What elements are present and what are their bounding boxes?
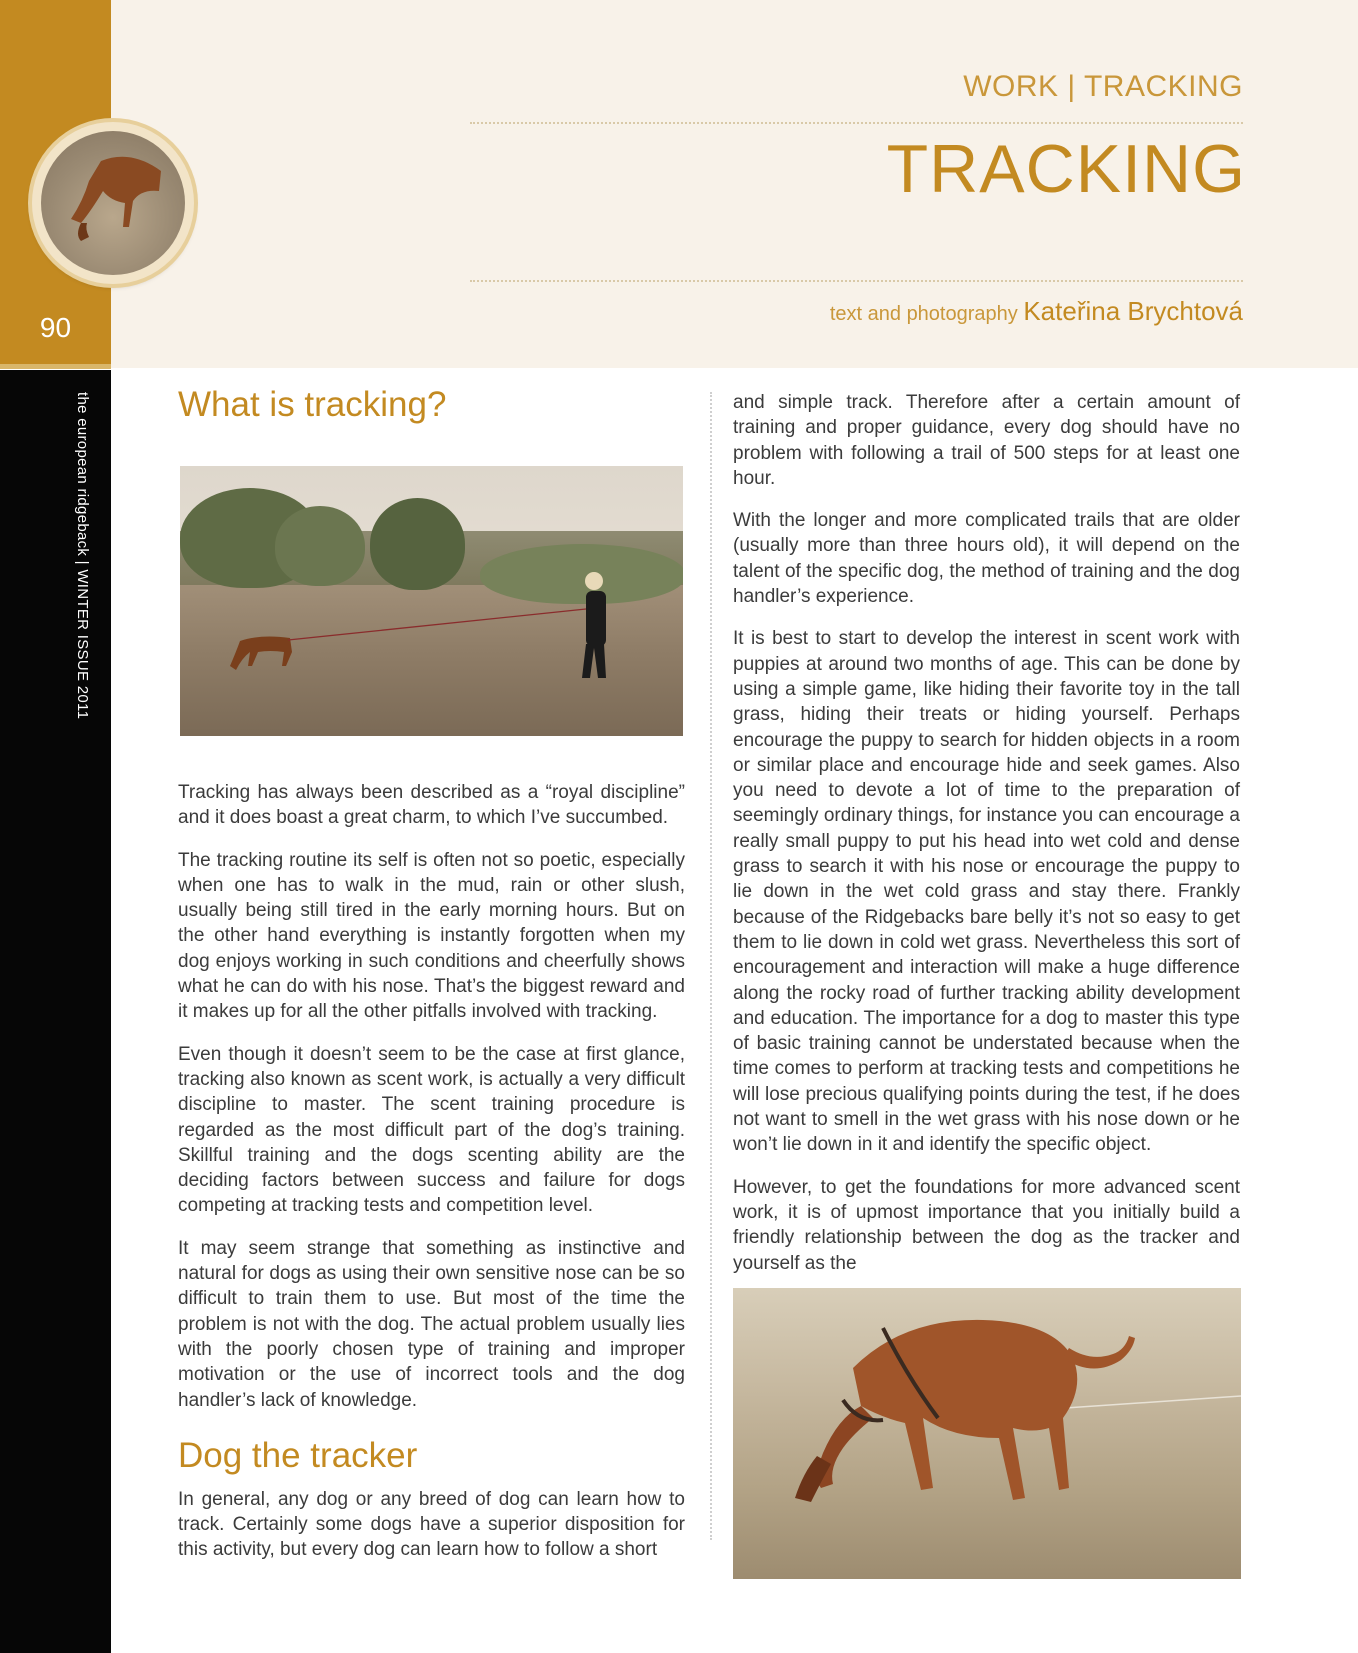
left-column [178,384,685,1580]
paragraph: However, to get the foundations for more advanced scent work, it is of upmost importance that you initially build a friendly relationship between the dog as the tracker and yourself as the [733,1176,1240,1274]
paragraph: It is best to start to develop the interest in scent work with puppies at around two months of age. This can be done by using a simple game, like hiding their favorite toy in the tall grass, hiding their treats or hiding yourself. Perhaps encourage the puppy to search for hidden objects in a room or similar place and encourage hide and seek games. Also you need to devote a lot of time to the preparation of seemingly ordinary things, for instance you can encourage a really small puppy to put his head into wet cold and dense grass to search it with his nose or encourage the puppy to lie down in the wet cold grass and stay there. Frankly because of the Ridgebacks bare belly it’s not so easy to get them to lie down in cold wet grass. Nevertheless this sort of encouragement and interaction will make a huge difference along the rocky road of further tracking ability development and education. The importance for a dog to master this type of basic training cannot be understated because when the time comes to perform at tracking tests and competitions he will lose precious qualifying points during the test, if he does not want to smell in the wet grass with his nose down or he won’t lie down in it and identify the specific object. [733,628,1240,1156]
page-number: 90 [39,312,72,343]
column-divider [710,392,712,1540]
section-label: WORK | TRACKING [963,70,1243,103]
ridgeback-dog-icon [733,1288,1241,1579]
paragraph: In general, any dog or any breed of dog can learn how to track. Certainly some dogs have a superior disposition for this activity, but every dog can learn how to follow a short [178,1488,685,1561]
ridgeback-tracking-photo [733,1288,1241,1579]
header-divider-top [470,122,1243,124]
field-tracking-photo [180,466,683,736]
paragraph: Even though it doesn’t seem to be the case at first glance, tracking also known as scent work, is actually a very difficult discipline to master. The scent training procedure is regarded as the most difficult part of the dog’s training. Skillful training and the dogs scenting ability are the deciding factors between success and failure for dogs competing at tracking tests and competition level. [178,1043,685,1217]
heading-dog-the-tracker: Dog the tracker [178,1435,418,1475]
heading-what-is-tracking: What is tracking? [178,385,447,424]
paragraph: Tracking has always been described as a “royal discipline” and it does boast a great charm, to which I’ve succumbed. [178,782,685,829]
dog-and-handler-icon [180,466,683,736]
byline-prefix: text and photography [829,303,1018,325]
paragraph: With the longer and more complicated trails that are older (usually more than three hours old), it will depend on the talent of the specific dog, the method of training and the dog handler’s experience. [733,510,1240,608]
paragraph: It may seem strange that something as instinctive and natural for dogs as using their own sensitive nose can be so difficult to train them to use. But most of the time the problem is not with the dog. The actual problem usually lies with the poorly chosen type of training and improper motivation or the use of incorrect tools and the dog handler’s lack of knowledge. [178,1237,685,1411]
medallion-image [41,131,185,275]
gold-sidebar-rule [0,364,111,369]
tracking-dog-icon [41,131,185,275]
publication-name: the european ridgeback | WINTER ISSUE 2011 [74,392,91,720]
paragraph: and simple track. Therefore after a certain amount of training and proper guidance, every dog should have no problem with following a trail of 500 steps for at least one hour. [733,392,1240,489]
dog-medallion-photo [32,122,194,284]
header-divider-bottom [470,280,1243,282]
article-title: TRACKING [886,131,1246,207]
byline-author: Kateřina Brychtová [1023,296,1243,326]
byline [830,296,1243,327]
black-sidebar [0,370,111,1653]
paragraph: The tracking routine its self is often not so poetic, especially when one has to walk in the mud, rain or other slush, usually being still tired in the early morning hours. But on the other hand everything is instantly forgotten when my dog enjoys working in such conditions and cheerfully shows what he can do with his nose. That’s the biggest reward and it makes up for all the other pitfalls involved with tracking. [178,849,685,1023]
right-column [733,390,1240,1579]
